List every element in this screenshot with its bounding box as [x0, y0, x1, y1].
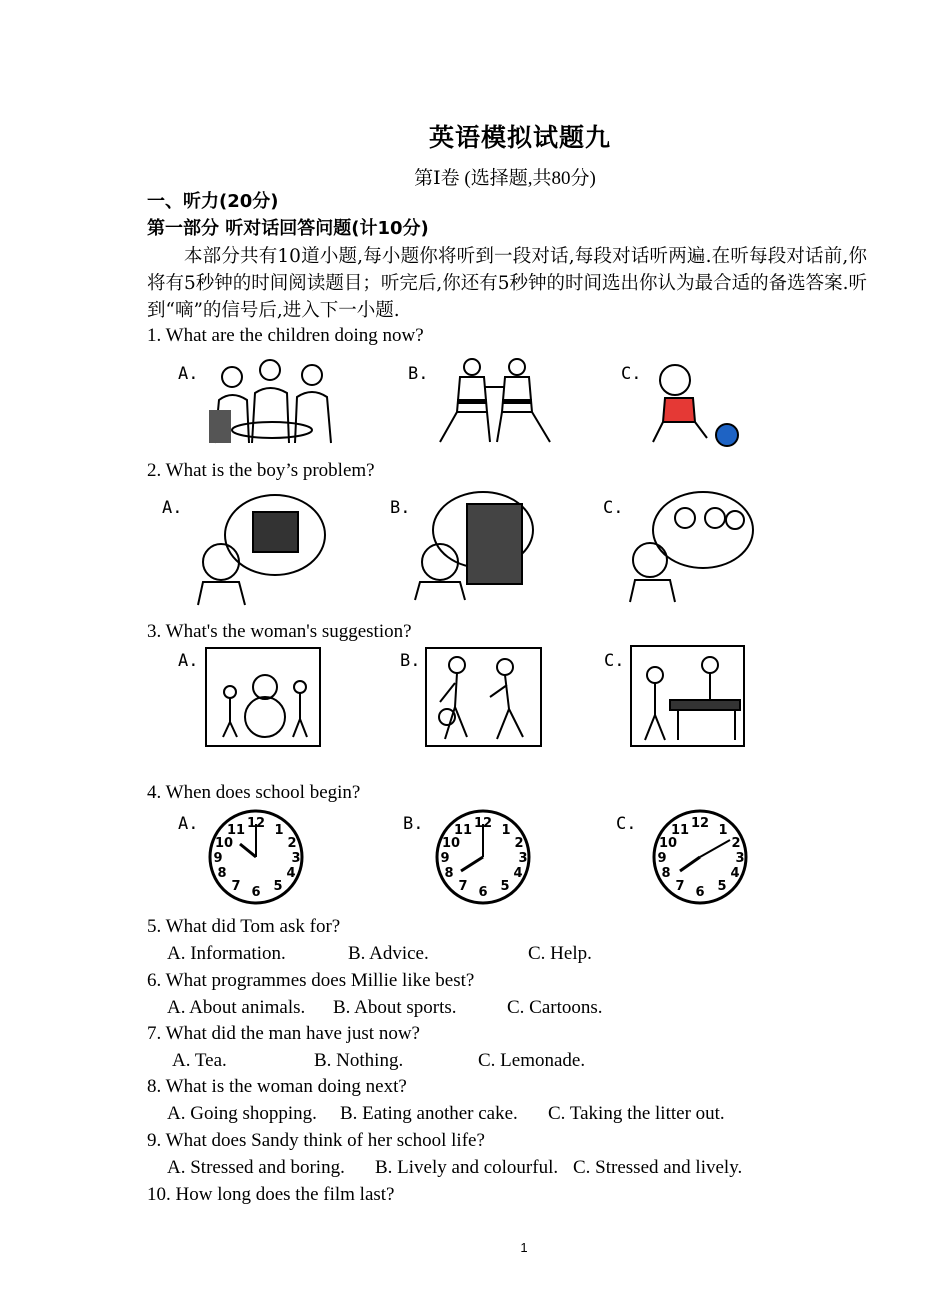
option-label-c: C. [604, 651, 625, 671]
page-number: 1 [520, 1240, 528, 1255]
svg-text:8: 8 [444, 866, 454, 881]
question-2: 2. What is the boy’s problem? [147, 460, 375, 481]
option-label-c: C. [616, 814, 637, 834]
option-a[interactable]: A. Tea. [172, 1050, 227, 1071]
option-a[interactable]: A. Going shopping. [167, 1103, 317, 1124]
page-title: 英语模拟试题九 [428, 123, 611, 152]
svg-text:8: 8 [661, 866, 671, 881]
noisy-tv-icon[interactable] [183, 490, 328, 605]
option-label-b: B. [408, 364, 429, 384]
group-chat-icon[interactable] [207, 355, 337, 443]
question-8: 8. What is the woman doing next? [147, 1076, 407, 1097]
svg-text:4: 4 [286, 866, 296, 881]
svg-text:3: 3 [735, 851, 745, 866]
svg-text:8: 8 [217, 866, 227, 881]
svg-text:4: 4 [513, 866, 523, 881]
question-4: 4. When does school begin? [147, 782, 361, 803]
svg-text:11: 11 [226, 823, 246, 838]
svg-text:1: 1 [274, 823, 284, 838]
svg-text:9: 9 [213, 851, 223, 866]
svg-text:3: 3 [291, 851, 301, 866]
svg-text:4: 4 [730, 866, 740, 881]
svg-text:12: 12 [246, 816, 266, 831]
option-a[interactable]: A. Stressed and boring. [167, 1157, 345, 1178]
svg-text:5: 5 [500, 879, 510, 894]
svg-text:9: 9 [657, 851, 667, 866]
svg-text:1: 1 [501, 823, 511, 838]
boy-thinking-icon[interactable] [625, 490, 755, 602]
option-c[interactable]: C. Stressed and lively. [573, 1157, 743, 1178]
option-b[interactable]: B. Advice. [348, 943, 429, 964]
svg-text:3: 3 [518, 851, 528, 866]
svg-text:2: 2 [287, 836, 297, 851]
ping-pong-icon[interactable] [630, 645, 745, 747]
svg-text:7: 7 [231, 879, 241, 894]
clock-icon[interactable] [206, 808, 306, 906]
option-label-c: C. [621, 364, 642, 384]
svg-text:12: 12 [690, 816, 710, 831]
part-heading: 第一部分 听对话回答问题(计10分) [147, 218, 429, 239]
svg-text:12: 12 [473, 816, 493, 831]
option-c[interactable]: C. Lemonade. [478, 1050, 586, 1071]
clock-icon[interactable] [650, 808, 750, 906]
option-label-a: A. [178, 651, 199, 671]
question-6: 6. What programmes does Millie like best? [147, 970, 475, 991]
svg-text:6: 6 [695, 885, 705, 900]
option-c[interactable]: C. Help. [528, 943, 592, 964]
svg-text:5: 5 [717, 879, 727, 894]
judo-icon[interactable] [432, 357, 554, 445]
option-label-b: B. [403, 814, 424, 834]
snowman-icon[interactable] [205, 647, 321, 747]
instructions-paragraph: 本部分共有10道小题,每小题你将听到一段对话,每段对话听两遍.在听每段对话前,你将有5秒钟的时间阅读题目；听完后,你还有5秒钟的时间选出你认为最合适的备选答案.听到“嘀”的信号后,进入下一小题. [147, 246, 867, 321]
option-b[interactable]: B. Nothing. [314, 1050, 404, 1071]
svg-text:10: 10 [214, 836, 234, 851]
paper-subtitle: 第Ⅰ卷 (选择题,共80分) [414, 168, 596, 189]
option-label-a: A. [162, 498, 183, 518]
svg-text:6: 6 [251, 885, 261, 900]
option-c[interactable]: C. Taking the litter out. [548, 1103, 725, 1124]
option-label-c: C. [603, 498, 624, 518]
basketball-icon[interactable] [425, 647, 542, 747]
option-label-a: A. [178, 814, 199, 834]
option-a[interactable]: A. Information. [167, 943, 286, 964]
svg-text:10: 10 [658, 836, 678, 851]
svg-text:11: 11 [453, 823, 473, 838]
section-heading: 一、听力(20分) [147, 191, 279, 212]
question-5: 5. What did Tom ask for? [147, 916, 341, 937]
question-10: 10. How long does the film last? [147, 1184, 395, 1205]
svg-text:2: 2 [731, 836, 741, 851]
svg-text:7: 7 [458, 879, 468, 894]
football-player-icon[interactable] [645, 360, 740, 450]
option-b[interactable]: B. Lively and colourful. [375, 1157, 559, 1178]
svg-text:1: 1 [718, 823, 728, 838]
question-3: 3. What's the woman's suggestion? [147, 621, 412, 642]
option-label-a: A. [178, 364, 199, 384]
svg-text:7: 7 [675, 879, 685, 894]
svg-text:9: 9 [440, 851, 450, 866]
clock-icon[interactable] [433, 808, 533, 906]
question-1: 1. What are the children doing now? [147, 325, 424, 346]
svg-text:2: 2 [514, 836, 524, 851]
option-c[interactable]: C. Cartoons. [507, 997, 603, 1018]
girl-thinking-icon[interactable] [405, 490, 535, 600]
svg-text:5: 5 [273, 879, 283, 894]
question-9: 9. What does Sandy think of her school life? [147, 1130, 485, 1151]
svg-text:6: 6 [478, 885, 488, 900]
option-b[interactable]: B. Eating another cake. [340, 1103, 518, 1124]
option-label-b: B. [390, 498, 411, 518]
option-label-b: B. [400, 651, 421, 671]
svg-text:11: 11 [670, 823, 690, 838]
question-7: 7. What did the man have just now? [147, 1023, 420, 1044]
option-a[interactable]: A. About animals. [167, 997, 306, 1018]
svg-text:10: 10 [441, 836, 461, 851]
option-b[interactable]: B. About sports. [333, 997, 457, 1018]
